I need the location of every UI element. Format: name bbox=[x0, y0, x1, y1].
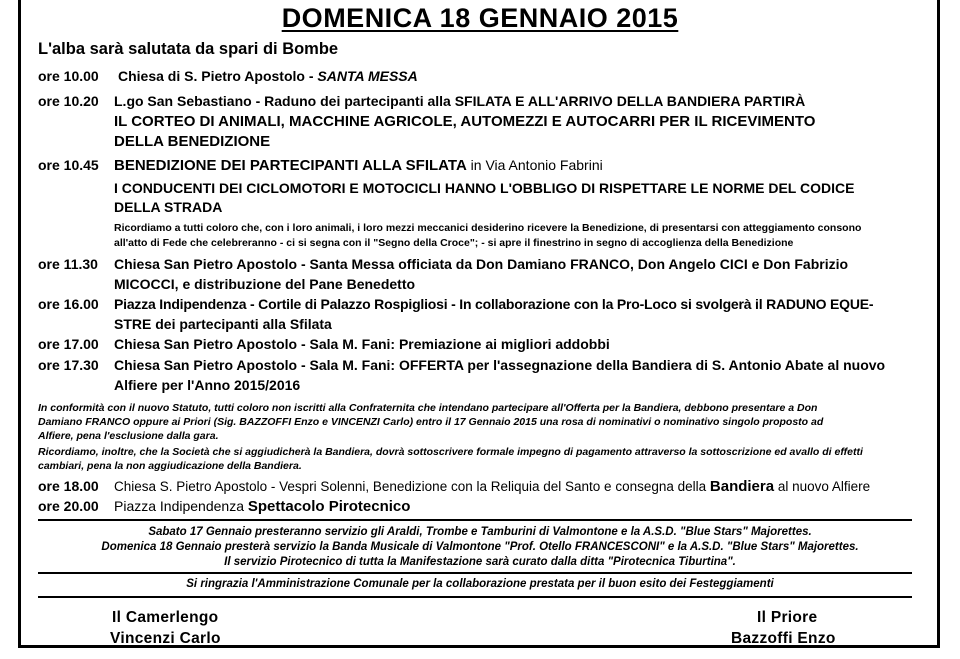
item-1800 bbox=[114, 478, 870, 495]
bandiera-word: Bandiera bbox=[709, 478, 775, 495]
time-1700: ore 17.00 bbox=[38, 336, 99, 352]
item-1130-line2: MICOCCI, e distribuzione del Pane Benedetto bbox=[114, 276, 416, 292]
time-1730: ore 17.30 bbox=[38, 357, 99, 373]
item-1000 bbox=[118, 68, 418, 84]
item-1700-line1: Chiesa San Pietro Apostolo - Sala M. Fani: Premiazione ai migliori addobbi bbox=[114, 336, 610, 352]
time-1000: ore 10.00 bbox=[38, 68, 99, 84]
item-1730-line1: Chiesa San Pietro Apostolo - Sala M. Fani: OFFERTA per l'assegnazione della Bandiera di S. Antonio Abate al nuovo bbox=[114, 357, 886, 373]
page-title: DOMENICA 18 GENNAIO 2015 bbox=[281, 3, 679, 33]
time-1600: ore 16.00 bbox=[38, 296, 99, 312]
item-1045-note1: Ricordiamo a tutti coloro che, con i loro animali, i loro mezzi meccanici desiderino ricevere la Benedizione, di presentarsi con atteggiamento consono bbox=[114, 222, 862, 234]
item-1020-line2: IL CORTEO DI ANIMALI, MACCHINE AGRICOLE, AUTOMEZZI E AUTOCARRI PER IL RICEVIMENTO bbox=[114, 113, 816, 130]
statute-line1: In conformità con il nuovo Statuto, tutti coloro non iscritti alla Confraternita che intendano partecipare all'Offerta per la Bandiera, debbono presentare a Don bbox=[38, 402, 818, 414]
item-1045-line1: I CONDUCENTI DEI CICLOMOTORI E MOTOCICLI HANNO L'OBBLIGO DI RISPETTARE LE NORME DEL CODICE bbox=[114, 180, 855, 196]
item-1045-note2: all'atto di Fede che celebreranno - ci si segna con il "Segno della Croce"; - si apre il finestrino in segno di accoglienza della Benedizione bbox=[114, 237, 794, 249]
time-2000: ore 20.00 bbox=[38, 498, 99, 514]
santa-messa: SANTA MESSA bbox=[317, 68, 418, 84]
right-name: Bazzoffi Enzo bbox=[731, 630, 836, 647]
benedizione-place: in Via Antonio Fabrini bbox=[466, 157, 603, 173]
benedizione-heading: BENEDIZIONE DEI PARTECIPANTI ALLA SFILATA bbox=[114, 157, 467, 174]
item-1020-line3: DELLA BENEDIZIONE bbox=[114, 133, 271, 150]
item-2000-text: Piazza Indipendenza bbox=[114, 498, 248, 514]
time-1130: ore 11.30 bbox=[38, 256, 98, 272]
statute-line3: Alfiere, pena l'esclusione dalla gara. bbox=[38, 430, 219, 442]
service-line2: Domenica 18 Gennaio presterà servizio la Banda Musicale di Valmontone "Prof. Otello FRANCESCONI" e la A.S.D. "Blue Stars" Majorettes. bbox=[101, 541, 859, 553]
item-1045-line2: DELLA STRADA bbox=[114, 199, 223, 215]
statute-line5: cambiari, pena la non aggiudicazione della Bandiera. bbox=[38, 460, 302, 472]
statute-line2: Damiano FRANCO oppure ai Priori (Sig. BAZZOFFI Enzo e VINCENZI Carlo) entro il 17 Gennaio 2015 una rosa di nominativi o nominativo singolo proposto ad bbox=[38, 416, 824, 428]
divider-1 bbox=[38, 519, 912, 521]
thanks-line: Si ringrazia l'Amministrazione Comunale per la collaborazione prestata per il buon esito dei Festeggiamenti bbox=[186, 578, 774, 590]
time-1800: ore 18.00 bbox=[38, 478, 99, 494]
intro-line: L'alba sarà salutata da spari di Bombe bbox=[38, 40, 339, 58]
divider-2 bbox=[38, 572, 912, 574]
item-1800-text: Chiesa S. Pietro Apostolo - Vespri Solenni, Benedizione con la Reliquia del Santo e consegna della bbox=[114, 479, 710, 494]
service-line3: Il servizio Pirotecnico di tutta la Manifestazione sarà curato dalla ditta "Pirotecnica Tiburtina". bbox=[224, 556, 736, 568]
item-1130-line1: Chiesa San Pietro Apostolo - Santa Messa officiata da Don Damiano FRANCO, Don Angelo CICI e Don Fabrizio bbox=[114, 256, 849, 272]
time-1045: ore 10.45 bbox=[38, 157, 99, 173]
service-line1: Sabato 17 Gennaio presteranno servizio gli Araldi, Trombe e Tamburini di Valmontone e la A.S.D. "Blue Stars" Majorettes. bbox=[148, 526, 812, 538]
item-1045-head bbox=[114, 157, 603, 175]
item-2000 bbox=[114, 498, 410, 515]
divider-3 bbox=[38, 596, 912, 598]
left-role: Il Camerlengo bbox=[112, 609, 219, 626]
item-1600-line2: STRE dei partecipanti alla Sfilata bbox=[114, 316, 332, 332]
item-1600-line1: Piazza Indipendenza - Cortile di Palazzo Rospigliosi - In collaborazione con la Pro-Loco si svolgerà il RADUNO EQUE- bbox=[114, 296, 874, 312]
item-1000-text: Chiesa di S. Pietro Apostolo - bbox=[118, 68, 318, 84]
spettacolo-pirotecnico: Spettacolo Pirotecnico bbox=[247, 498, 411, 515]
statute-line4: Ricordiamo, inoltre, che la Società che si aggiudicherà la Bandiera, dovrà sottoscrivere formale impegno di pagamento attraverso la sottoscrizione ed avallo di effetti bbox=[38, 446, 863, 458]
left-name: Vincenzi Carlo bbox=[110, 630, 221, 647]
item-1020-line1: L.go San Sebastiano - Raduno dei partecipanti alla SFILATA E ALL'ARRIVO DELLA BANDIERA PARTIRÀ bbox=[114, 93, 806, 109]
item-1730-line2: Alfiere per l'Anno 2015/2016 bbox=[114, 377, 301, 393]
item-1800-tail: al nuovo Alfiere bbox=[774, 479, 871, 494]
right-role: Il Priore bbox=[757, 609, 818, 626]
time-1020: ore 10.20 bbox=[38, 93, 99, 109]
